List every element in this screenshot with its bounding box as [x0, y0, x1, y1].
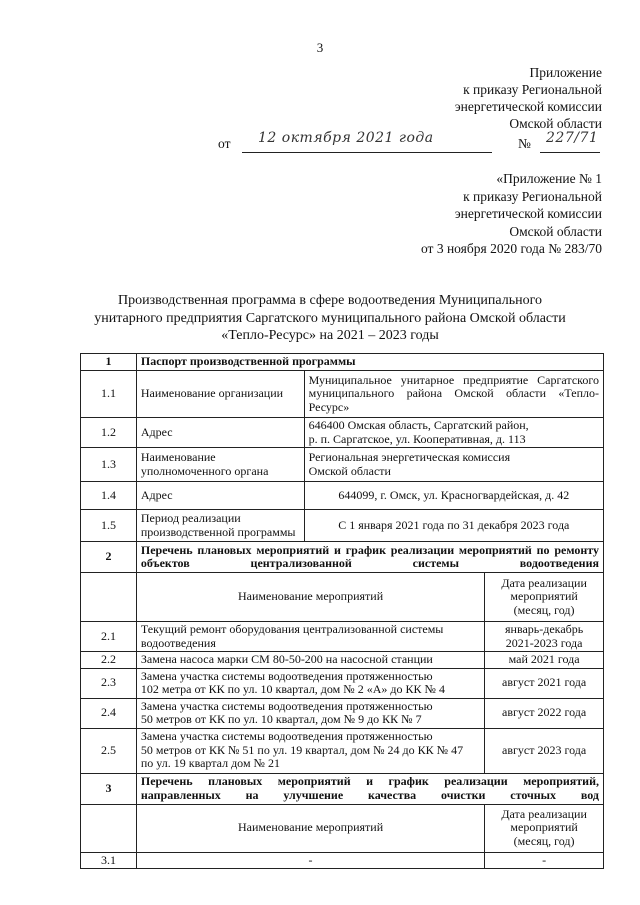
- row-activity: [136, 652, 484, 669]
- table-row: [81, 510, 604, 542]
- row-number: 1.2: [81, 418, 137, 448]
- row-label: Адрес: [136, 418, 304, 448]
- row-label-line: уполномоченного органа: [140, 463, 269, 478]
- row-value: [304, 418, 603, 448]
- row-number: 1.5: [81, 510, 137, 542]
- title-line: «Тепло-Ресурс» на 2021 – 2023 годы: [221, 328, 439, 343]
- row-activity: [136, 622, 484, 652]
- row-value-line: Омской области: [308, 463, 391, 478]
- row-value: Муниципальное унитарное предприятие Саргатского муниципального района Омской области «Тепло-Ресурс»: [304, 371, 603, 418]
- row-date-line: август 2023 года: [502, 742, 587, 757]
- row-value: [304, 448, 603, 482]
- row-number: 1.1: [81, 371, 137, 418]
- header-name-cell: Наименование мероприятий: [136, 573, 484, 622]
- header-date-cell: [485, 573, 604, 622]
- row-date-line: январь-декабрь: [505, 622, 584, 636]
- row-date: [485, 698, 604, 728]
- row-activity-line: Замена насоса марки СМ 80-50-200 на насосной станции: [140, 652, 433, 666]
- header-name-cell: Наименование мероприятий: [136, 804, 484, 852]
- appendix-original-line: Омской области: [509, 223, 602, 239]
- appendix-block: [372, 64, 602, 132]
- appendix-line: энергетической комиссии: [454, 99, 602, 114]
- order-date-field: [242, 130, 492, 153]
- order-date-number: [218, 130, 603, 156]
- row-number: 1.3: [81, 448, 137, 482]
- section-title: Паспорт производственной программы: [136, 354, 603, 371]
- row-value-line: Региональная энергетическая комиссия: [308, 450, 511, 464]
- appendix-line: к приказу Региональной: [463, 82, 602, 97]
- header-empty-cell: [81, 804, 137, 852]
- page-number: 3: [316, 40, 324, 55]
- table-row: [81, 852, 604, 869]
- row-activity: [136, 698, 484, 728]
- row-number: 2.4: [81, 698, 137, 728]
- row-date-line: май 2021 года: [508, 652, 580, 666]
- appendix-line: Омской области: [509, 116, 602, 131]
- row-activity-line: Замена участка системы водоотведения протяженностью: [140, 668, 433, 683]
- table-header-row: [81, 573, 604, 622]
- table-header-row: [81, 804, 604, 852]
- row-activity-line: Замена участка системы водоотведения протяженностью: [140, 698, 433, 713]
- row-label: Наименование организации: [136, 371, 304, 418]
- title-line: Производственная программа в сфере водоотведения Муниципального: [118, 293, 542, 308]
- row-number: 2.2: [81, 652, 137, 669]
- section-header-row: [81, 354, 604, 371]
- appendix-line: Приложение: [529, 65, 602, 80]
- section-number: 3: [81, 773, 137, 804]
- section-header-row: [81, 542, 604, 573]
- table-row: [81, 371, 604, 418]
- row-activity-line: водоотведения: [140, 635, 216, 650]
- table-row: [81, 448, 604, 482]
- row-activity: [136, 668, 484, 698]
- row-number: 2.1: [81, 622, 137, 652]
- row-activity-line: Замена участка системы водоотведения протяженностью: [140, 729, 433, 744]
- header-date-line: Дата реализации: [501, 806, 587, 821]
- table-row: [81, 652, 604, 669]
- appendix-original-line: к приказу Региональной: [463, 188, 602, 204]
- appendix-original-line: энергетической комиссии: [454, 206, 602, 221]
- row-value: 644099, г. Омск, ул. Красногвардейская, д. 42: [304, 482, 603, 510]
- row-number: 1.4: [81, 482, 137, 510]
- appendix-original-line: от 3 ноября 2020 года № 283/70: [420, 241, 602, 256]
- row-date-line: август 2022 года: [502, 705, 587, 720]
- header-date-line: (месяц, год): [513, 833, 575, 848]
- row-activity-line: Текущий ремонт оборудования централизованной системы: [140, 622, 444, 636]
- header-date-line: мероприятий: [510, 589, 578, 604]
- order-number-handwritten: 227/71: [546, 130, 599, 146]
- order-number-field: [540, 130, 600, 153]
- table-row: [81, 698, 604, 728]
- header-date-cell: [485, 804, 604, 852]
- table-row: [81, 418, 604, 448]
- order-from-label: от: [218, 136, 231, 151]
- row-date: -: [485, 852, 604, 869]
- row-activity: [136, 728, 484, 773]
- order-number-label: №: [518, 136, 531, 151]
- row-date-line: 2021-2023 года: [505, 635, 583, 650]
- table-row: [81, 622, 604, 652]
- row-number: 2.3: [81, 668, 137, 698]
- section-title: Перечень плановых мероприятий и график реализации мероприятий по ремонту объектов централизованной системы водоотведения: [136, 542, 603, 573]
- section-number: 2: [81, 542, 137, 573]
- row-date: [485, 622, 604, 652]
- section-number: 1: [81, 354, 137, 371]
- row-activity: -: [136, 852, 484, 869]
- appendix-original-block: [342, 170, 602, 258]
- header-date-line: Дата реализации: [501, 575, 587, 590]
- table-row: [81, 728, 604, 773]
- appendix-original-line: «Приложение № 1: [496, 171, 602, 186]
- header-empty-cell: [81, 573, 137, 622]
- header-date-line: (месяц, год): [513, 602, 575, 617]
- row-number: 3.1: [81, 852, 137, 869]
- title-line: унитарного предприятия Саргатского муниципального района Омской области: [94, 310, 566, 326]
- document-title: [60, 292, 600, 345]
- row-label-line: Период реализации: [140, 511, 241, 525]
- row-date: [485, 728, 604, 773]
- order-date-handwritten: 12 октября 2021 года: [258, 130, 434, 146]
- row-label: [136, 448, 304, 482]
- row-activity-line: 50 метров от КК по ул. 10 квартал, дом № 9 до КК № 7: [140, 712, 422, 726]
- row-value: С 1 января 2021 года по 31 декабря 2023 года: [304, 510, 603, 542]
- row-activity-line: 50 метров от КК № 51 по ул. 19 квартал, дом № 24 до КК № 47: [140, 742, 464, 757]
- row-date: [485, 652, 604, 669]
- table-row: [81, 668, 604, 698]
- row-date-line: август 2021 года: [502, 675, 587, 690]
- row-label: Адрес: [136, 482, 304, 510]
- row-value-line: 646400 Омская область, Саргатский район,: [308, 418, 529, 432]
- header-date-line: мероприятий: [510, 820, 578, 835]
- row-date: [485, 668, 604, 698]
- row-label-line: Наименование: [140, 450, 216, 464]
- row-activity-line: по ул. 19 квартал дом № 21: [140, 756, 280, 771]
- row-label-line: производственной программы: [140, 524, 296, 539]
- row-label: [136, 510, 304, 542]
- section-title: Перечень плановых мероприятий и график реализации мероприятий, направленных на улучшение качества очистки сточных вод: [136, 773, 603, 804]
- row-value-line: р. п. Саргатское, ул. Кооперативная, д. 113: [308, 431, 526, 446]
- program-table: [80, 353, 604, 869]
- section-header-row: [81, 773, 604, 804]
- row-number: 2.5: [81, 728, 137, 773]
- table-row: [81, 482, 604, 510]
- row-activity-line: 102 метра от КК по ул. 10 квартал, дом № 2 «А» до КК № 4: [140, 682, 445, 696]
